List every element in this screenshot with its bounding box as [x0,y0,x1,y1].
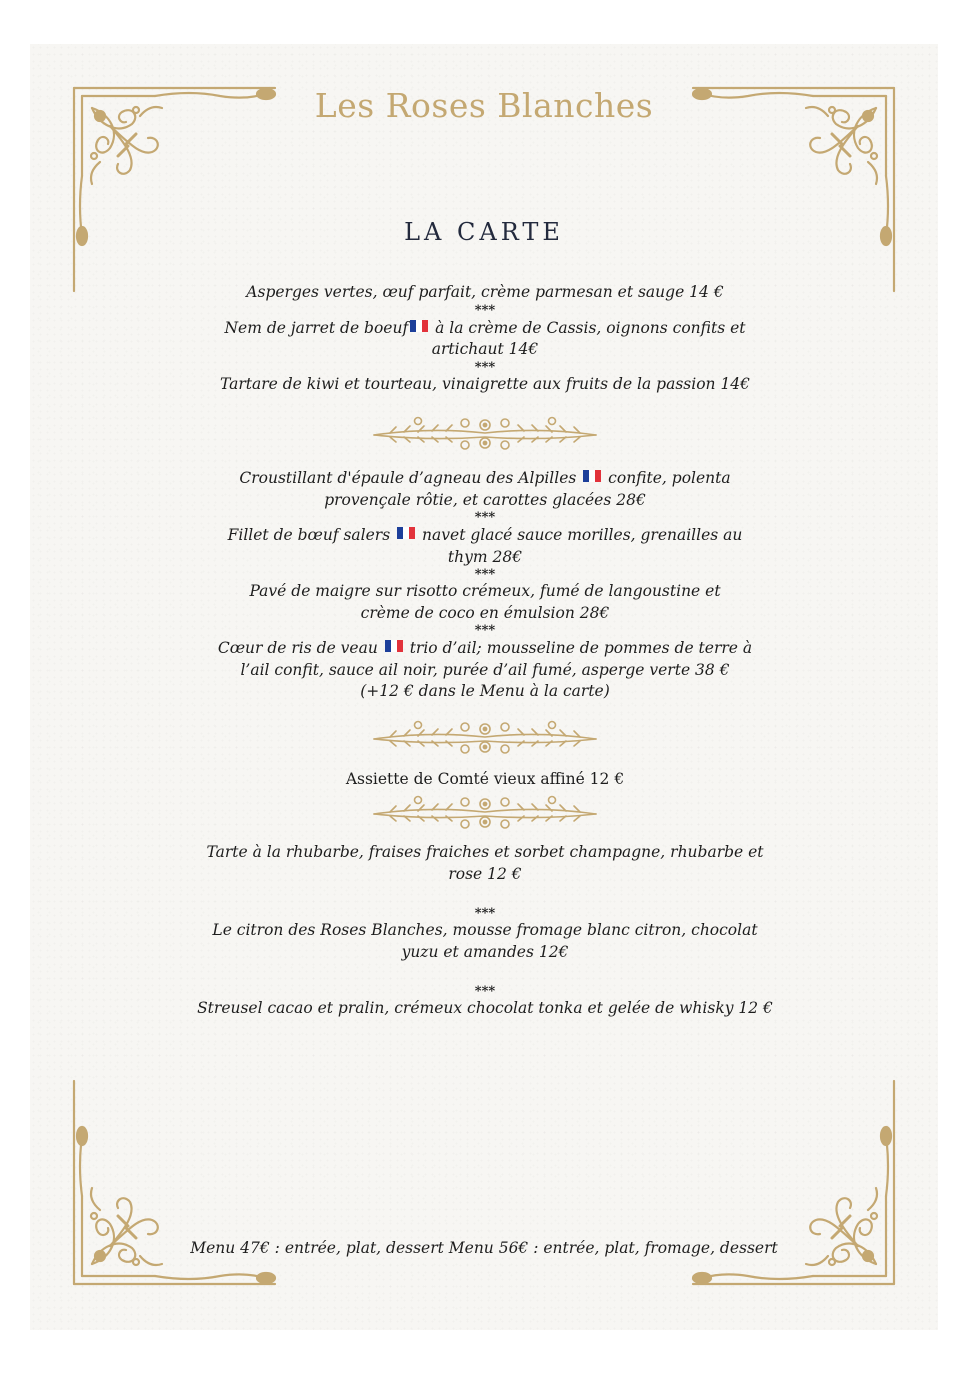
floral-divider [370,413,600,453]
menu-item: Croustillant d'épaule d’agneau des Alpilles confite, polenta provençale rôtie, et carottes glacées 28€ [239,469,731,509]
floral-divider [370,717,600,757]
separator: *** [474,567,496,582]
separator: *** [474,359,496,375]
menu-list [190,282,780,1020]
separator: *** [474,510,496,525]
menu-prices-footer: Menu 47€ : entrée, plat, dessert Menu 56€ : entrée, plat, fromage, dessert [190,1239,778,1257]
menu-item: Tartare de kiwi et tourteau, vinaigrette aux fruits de la passion 14€ [219,374,751,393]
french-flag-icon [397,524,415,536]
menu-item: Tarte à la rhubarbe, fraises fraiches et sorbet champagne, rhubarbe et rose 12 € [206,843,764,883]
menu-item: Le citron des Roses Blanches, mousse fromage blanc citron, chocolat yuzu et amandes 12€ [212,921,758,961]
menu-item-note: (+12 € dans le Menu à la carte) [360,682,610,700]
menu-item: Nem de jarret de boeuf à la crème de Cassis, oignons confits et artichaut 14€ [224,318,746,358]
menu-item: Streusel cacao et pralin, crémeux chocolat tonka et gelée de whisky 12 € [197,999,773,1017]
menu-item: Asperges vertes, œuf parfait, crème parmesan et sauge 14 € [246,283,724,301]
menu-item: Fillet de bœuf salers navet glacé sauce morilles, grenailles au thym 28€ [227,526,743,566]
menu-item: Pavé de maigre sur risotto crémeux, fumé de langoustine et crème de coco en émulsion 28€ [249,582,721,622]
floral-divider [370,792,600,832]
separator: *** [474,302,496,318]
menu-item: Cœur de ris de veau trio d’ail; mousseline de pommes de terre à l’ail confit, sauce ail noir, purée d’ail fumé, asperge verte 38 € [217,639,753,679]
separator: *** [474,906,496,921]
separator: *** [474,984,496,999]
french-flag-icon [410,317,428,329]
page-heading: LA CARTE [404,218,564,246]
french-flag-icon [583,467,601,479]
separator: *** [474,623,496,638]
menu-item-cheese: Assiette de Comté vieux affiné 12 € [345,769,625,788]
restaurant-name: Les Roses Blanches [314,86,654,125]
french-flag-icon [385,637,403,649]
